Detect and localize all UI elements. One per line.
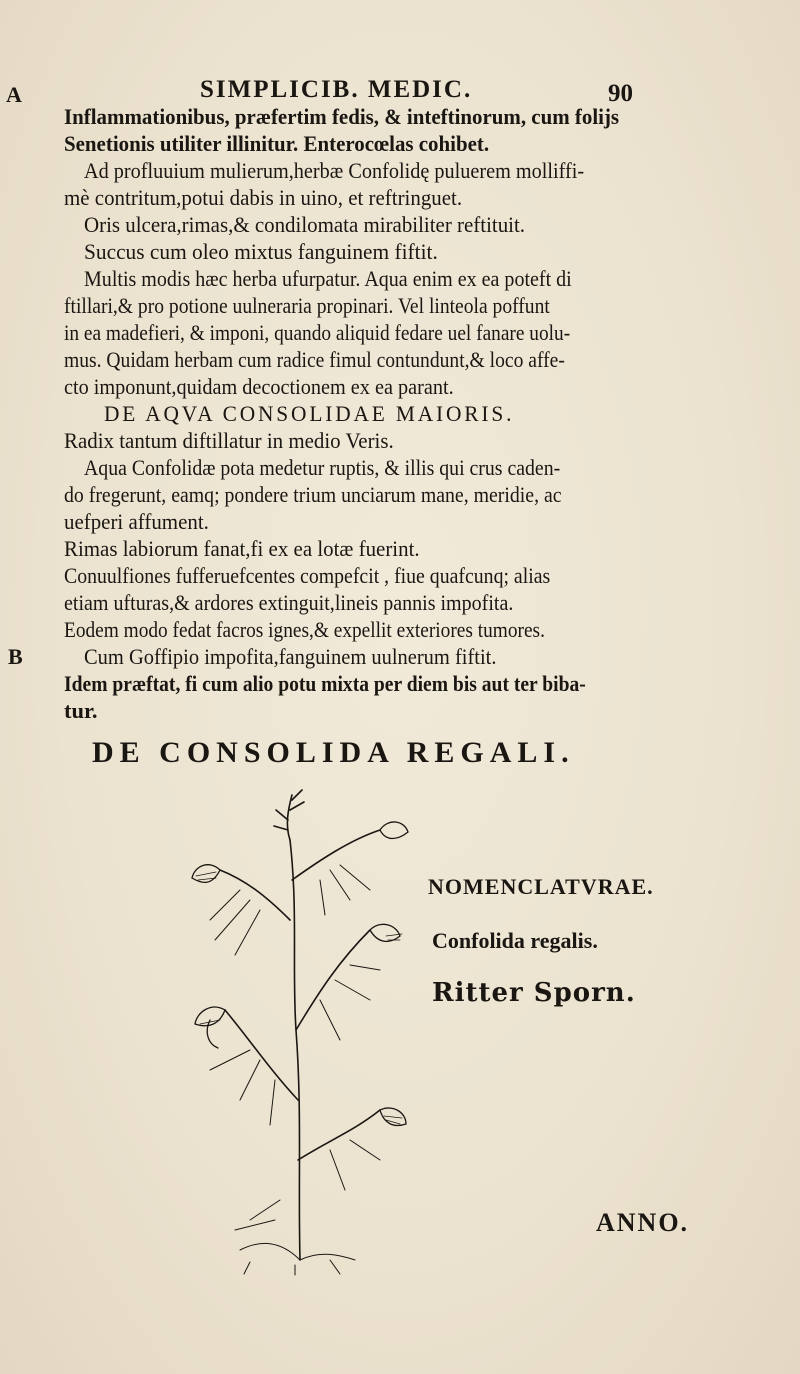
margin-mark-a: A — [6, 82, 22, 107]
german-name: Ritter Sporn. — [432, 978, 636, 1008]
text-line: mè contritum,potui dabis in uino, et reftringuet. — [64, 185, 463, 210]
text-line: do fregerunt, eamq; pondere trium unciarum mane, meridie, ac — [64, 482, 562, 507]
text-line: mus. Quidam herbam cum radice fimul contundunt,& loco affe- — [64, 347, 565, 372]
text-line: in ea madefieri, & imponi, quando aliquid fedare uel fanare uolu- — [64, 320, 571, 345]
text-line: Conuulfiones fufferuefcentes compefcit , fiue quafcunq; alias — [64, 563, 551, 588]
running-head: SIMPLICIB. MEDIC. — [200, 76, 473, 103]
text-line: Oris ulcera,rimas,& condilomata mirabiliter reftituit. — [84, 212, 526, 237]
text-line: Inflammationibus, præfertim fedis, & inteftinorum, cum folijs — [64, 104, 620, 129]
text-line: ftillari,& pro potione uulneraria propinari. Vel linteola poffunt — [64, 293, 550, 318]
text-line: cto imponunt,quidam decoctionem ex ea parant. — [64, 374, 454, 399]
plant-woodcut-illustration — [180, 780, 420, 1280]
text-line: Senetionis utiliter illinitur. Enterocœlas cohibet. — [64, 131, 490, 156]
text-line: Idem præftat, fi cum alio potu mixta per diem bis aut ter biba- — [64, 671, 586, 696]
text-line: Multis modis hæc herba ufurpatur. Aqua enim ex ea poteft di — [84, 266, 572, 291]
text-line: Eodem modo fedat facros ignes,& expellit exteriores tumores. — [64, 617, 545, 642]
text-line: Radix tantum diftillatur in medio Veris. — [64, 428, 394, 453]
section-heading: DE AQVA CONSOLIDAE MAIORIS. — [104, 401, 515, 426]
section-heading: DE CONSOLIDA REGALI. — [92, 736, 575, 769]
margin-mark-b: B — [8, 644, 23, 669]
text-line: uefperi affument. — [64, 509, 209, 534]
text-line: Rimas labiorum fanat,fi ex ea lotæ fuerint. — [64, 536, 420, 561]
text-line: tur. — [64, 698, 98, 723]
text-line: Cum Goffipio impofita,fanguinem uulnerum fiftit. — [84, 644, 497, 669]
page-number: 90 — [608, 80, 633, 107]
text-line: Aqua Confolidæ pota medetur ruptis, & illis qui crus caden- — [84, 455, 561, 480]
latin-name: Confolida regalis. — [432, 928, 598, 953]
nomenclature-title: NOMENCLATVRAE. — [428, 874, 654, 899]
text-line: Succus cum oleo mixtus fanguinem fiftit. — [84, 239, 438, 264]
text-line: etiam ufturas,& ardores extinguit,lineis pannis impofita. — [64, 590, 514, 615]
catchword: ANNO. — [596, 1208, 690, 1237]
text-line: Ad profluuium mulierum,herbæ Confolidę puluerem molliffi- — [84, 158, 585, 183]
